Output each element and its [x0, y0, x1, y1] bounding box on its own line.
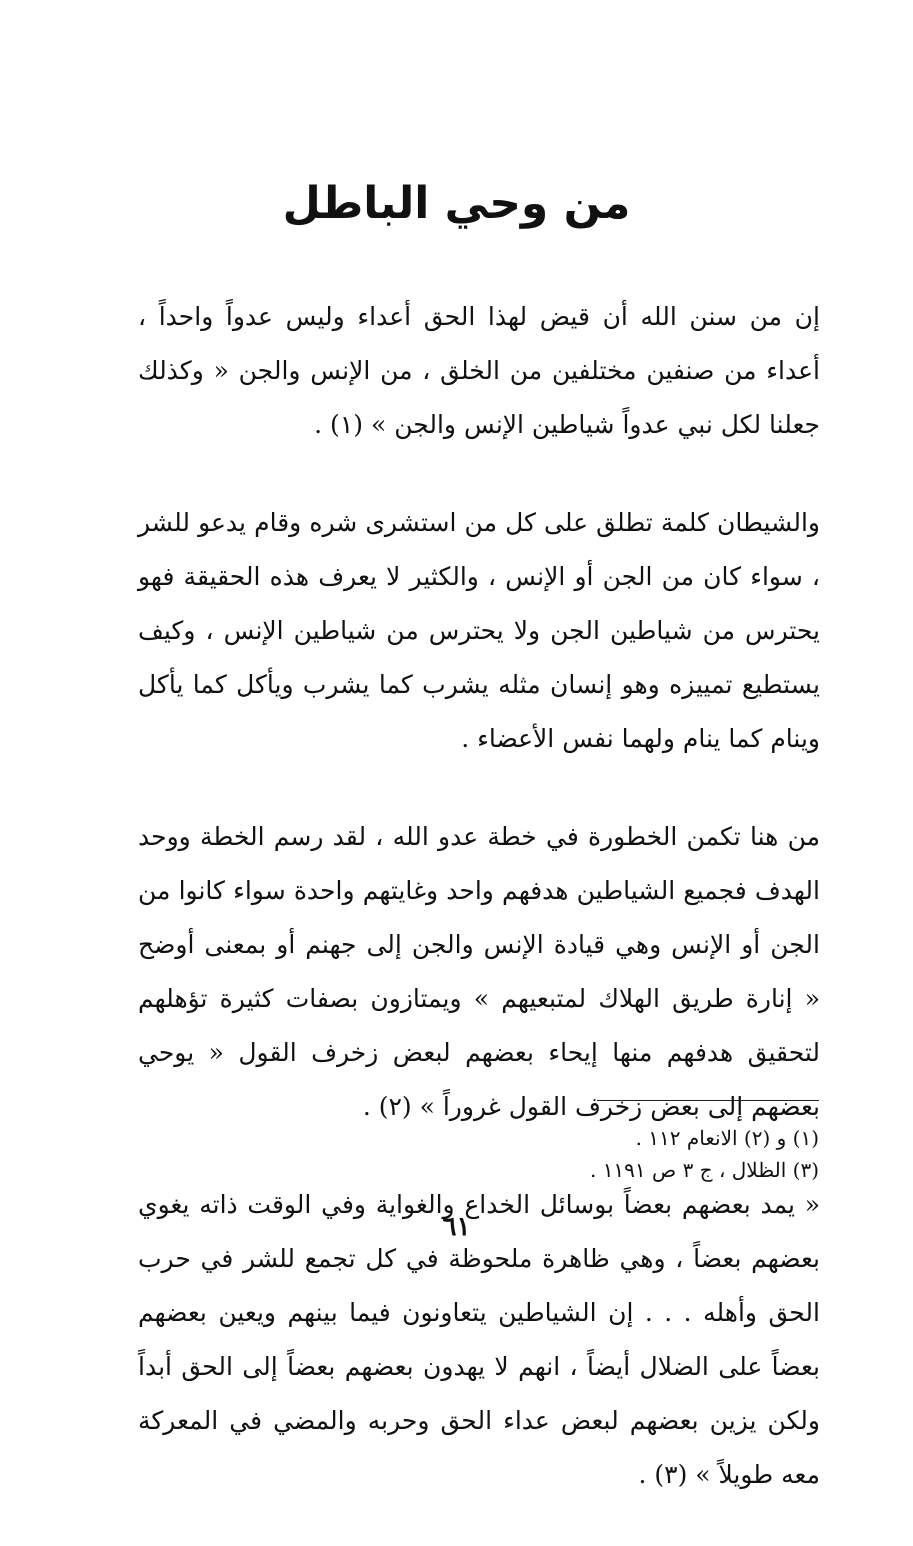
footnote-1: (١) و (٢) الانعام ١١٢ .	[635, 1126, 819, 1150]
page-number: ٦١	[442, 1212, 471, 1242]
footnote-divider	[597, 1100, 819, 1101]
chapter-title: من وحي الباطل	[282, 178, 631, 229]
body-text	[138, 290, 820, 1546]
paragraph-1: إن من سنن الله أن قيض لهذا الحق أعداء وليس عدواً واحداً ، أعداء من صنفين مختلفين من الخلق ، من الإنس والجن « وكذلك جعلنا لكل نبي عدواً شياطين الإنس والجن » (١) .	[138, 302, 820, 439]
footnotes	[400, 1122, 819, 1186]
paragraph-2: والشيطان كلمة تطلق على كل من استشرى شره وقام يدعو للشر ، سواء كان من الجن أو الإنس ، والكثير لا يعرف هذه الحقيقة فهو يحترس من شياطين الجن ولا يحترس من شياطين الإنس ، وكيف يستطيع تمييزه وهو إنسان مثله يشرب كما يشرب ويأكل كما يأكل وينام كما ينام ولهما نفس الأعضاء .	[138, 508, 821, 753]
footnote-2: (٣) الظلال ، ج ٣ ص ١١٩١ .	[589, 1158, 819, 1182]
paragraph-3: من هنا تكمن الخطورة في خطة عدو الله ، لقد رسم الخطة ووحد الهدف فجميع الشياطين هدفهم واحد وغايتهم واحدة سواء كانوا من الجن أو الإنس وهي قيادة الإنس والجن إلى جهنم أو بمعنى أوضح « إنارة طريق الهلاك لمتبعيهم » ويمتازون بصفات كثيرة تؤهلهم لتحقيق هدفهم منها إيحاء بعضهم لبعض زخرف القول « يوحي بعضهم إلى بعض زخرف القول غروراً » (٢) .	[138, 822, 820, 1121]
paragraph-4: « يمد بعضهم بعضاً بوسائل الخداع والغواية وفي الوقت ذاته يغوي بعضهم بعضاً ، وهي ظاهرة ملحوظة في كل تجمع للشر في حرب الحق وأهله . . . إن الشياطين يتعاونون فيما بينهم ويعين بعضهم بعضاً على الضلال أيضاً ، انهم لا يهدون بعضهم بعضاً إلى الحق أبداً ولكن يزين بعضهم لبعض عداء الحق وحربه والمضي في المعركة معه طويلاً » (٣) .	[138, 1190, 820, 1489]
